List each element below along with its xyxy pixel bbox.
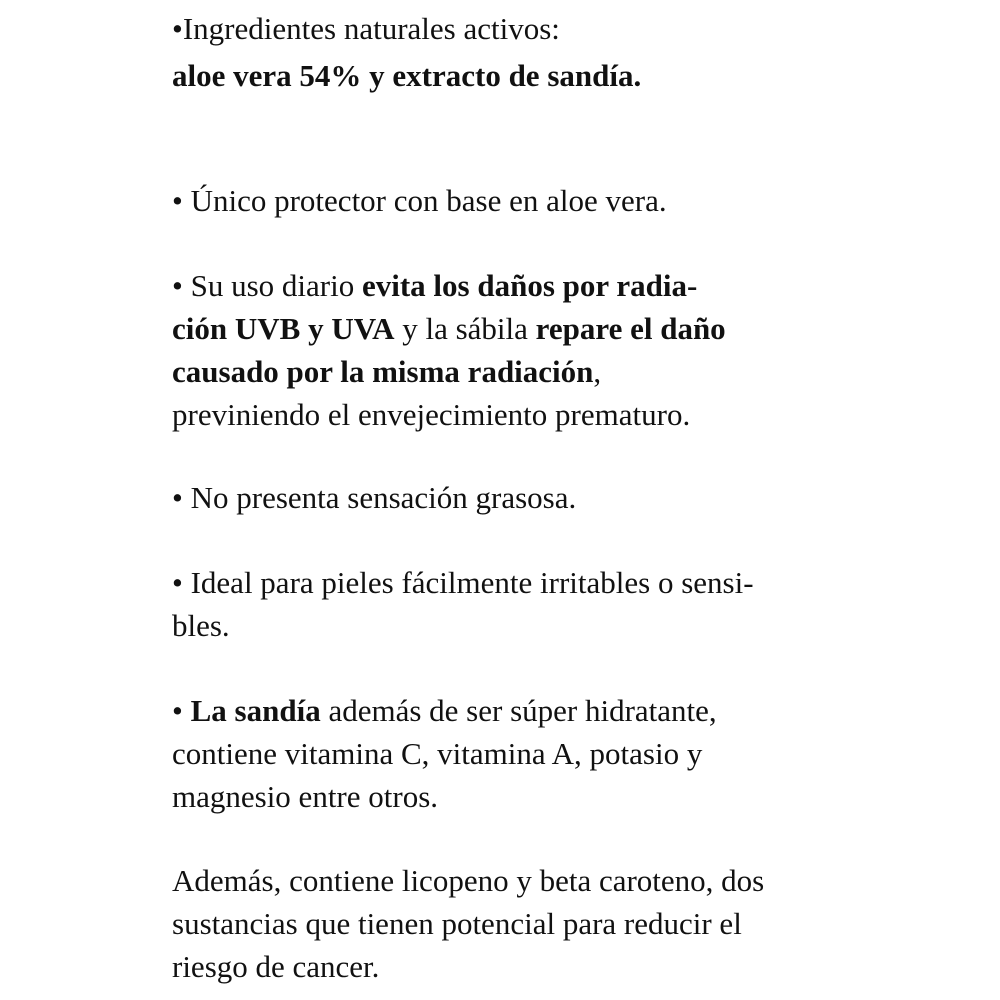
closing-paragraph-line-2: sustancias que tienen potencial para reducir el — [172, 906, 742, 941]
closing-paragraph-line-3: riesgo de cancer. — [172, 949, 380, 984]
bullet-radiation-line-1 — [172, 265, 697, 307]
text-segment-bold: repare el daño — [535, 311, 726, 346]
text-segment: • — [172, 693, 191, 728]
text-segment: y la sábila — [394, 311, 536, 346]
bullet-radiation-line-3 — [172, 351, 601, 393]
bullet-watermelon-line-1 — [172, 690, 717, 732]
text-segment-bold: La sandía — [190, 693, 321, 728]
text-segment-bold: causado por la misma radiación — [172, 354, 594, 389]
intro-heading: •Ingredientes naturales activos: — [172, 11, 560, 46]
closing-paragraph-line-1: Además, contiene licopeno y beta caroteno, dos — [172, 863, 765, 898]
bullet-sensitive-line-1: • Ideal para pieles fácilmente irritables o sensi- — [172, 565, 754, 600]
intro-ingredients: aloe vera 54% y extracto de sandía. — [172, 58, 642, 93]
text-segment: , — [593, 354, 602, 389]
bullet-radiation-line-4: previniendo el envejecimiento prematuro. — [172, 397, 691, 432]
text-segment-bold: evita los daños por radia- — [361, 268, 698, 303]
bullet-sensitive-line-2: bles. — [172, 608, 230, 643]
bullet-watermelon-line-2: contiene vitamina C, vitamina A, potasio y — [172, 736, 703, 771]
text-segment: • Su uso diario — [172, 268, 362, 303]
bullet-unique-protector: • Único protector con base en aloe vera. — [172, 183, 667, 218]
bullet-radiation-line-2 — [172, 308, 726, 350]
text-segment: además de ser súper hidratante, — [320, 693, 717, 728]
bullet-no-greasy: • No presenta sensación grasosa. — [172, 480, 577, 515]
bullet-watermelon-line-3: magnesio entre otros. — [172, 779, 439, 814]
text-segment-bold: ción UVB y UVA — [172, 311, 395, 346]
